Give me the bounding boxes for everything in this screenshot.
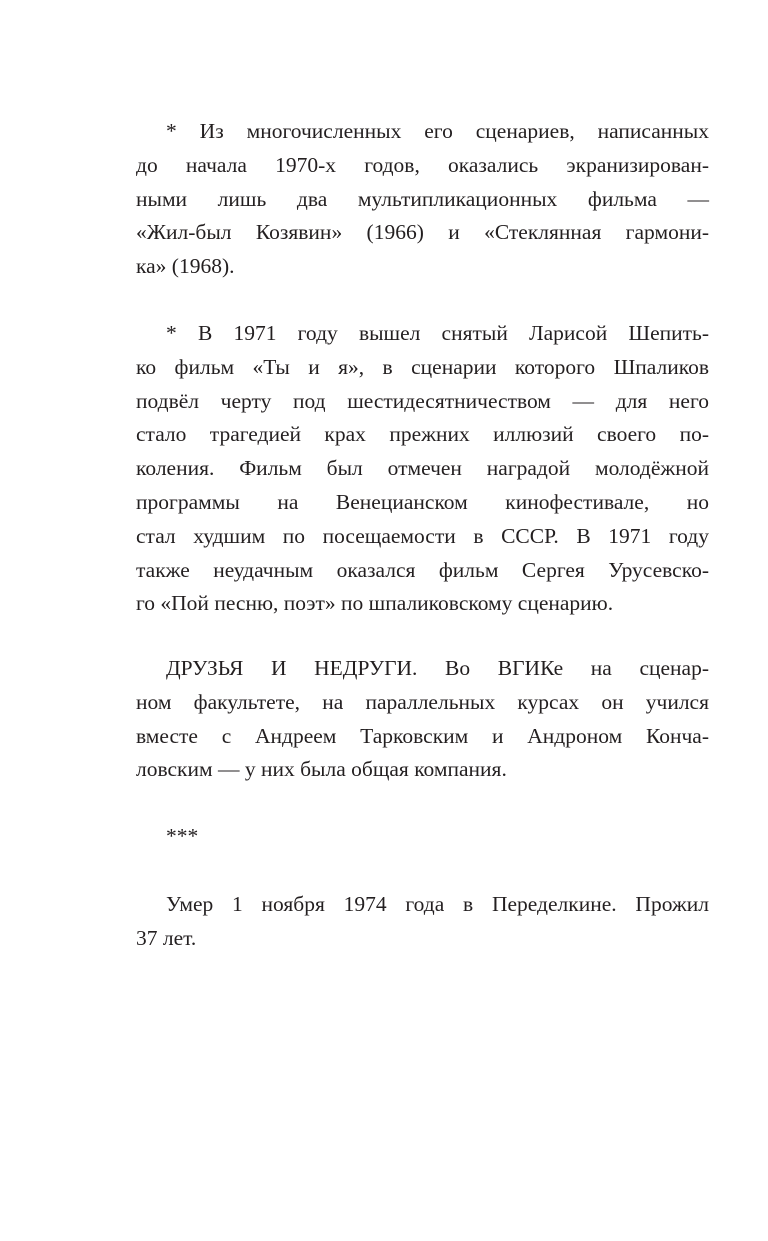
text-line: коления. Фильм был отмечен наградой молодёжной — [136, 456, 709, 481]
separator-stars: *** — [166, 824, 199, 848]
text-line: «Жил-был Козявин» (1966) и «Стеклянная гармони- — [136, 220, 709, 245]
text-line: стало трагедией крах прежних иллюзий своего по- — [136, 422, 709, 447]
text-line: программы на Венецианском кинофестивале, но — [136, 489, 709, 514]
text-line: ловским — у них была общая компания. — [136, 757, 507, 782]
text-line: 37 лет. — [136, 925, 197, 950]
paragraph-death — [136, 888, 709, 956]
text-line: ными лишь два мультипликационных фильма — — [136, 186, 709, 211]
text-line: ном факультете, на параллельных курсах он учился — [136, 689, 709, 714]
text-line: ко фильм «Ты и я», в сценарии которого Шпаликов — [136, 354, 709, 379]
section-separator — [136, 820, 709, 854]
text-line: вместе с Андреем Тарковским и Андроном Конча- — [136, 723, 709, 748]
text-line: * В 1971 году вышел снятый Ларисой Шепить- — [166, 321, 709, 345]
text-line: до начала 1970-х годов, оказались экранизирован- — [136, 152, 709, 177]
text-line: го «Пой песню, поэт» по шпаликовскому сценарию. — [136, 591, 614, 616]
paragraph-scenarios-footnote — [136, 115, 709, 284]
paragraph-friends-and-foes — [136, 652, 709, 787]
text-line: Умер 1 ноября 1974 года в Переделкине. Прожил — [166, 892, 709, 916]
text-line: ка» (1968). — [136, 254, 235, 279]
text-line: * Из многочисленных его сценариев, написанных — [166, 119, 709, 143]
paragraph-film-you-and-me-footnote — [136, 317, 709, 621]
text-line: ДРУЗЬЯ И НЕДРУГИ. Во ВГИКе на сценар- — [166, 656, 709, 680]
text-line: стал худшим по посещаемости в СССР. В 1971 году — [136, 523, 709, 548]
text-line: подвёл черту под шестидесятничеством — для него — [136, 388, 709, 413]
text-line: также неудачным оказался фильм Сергея Урусевско- — [136, 557, 709, 582]
